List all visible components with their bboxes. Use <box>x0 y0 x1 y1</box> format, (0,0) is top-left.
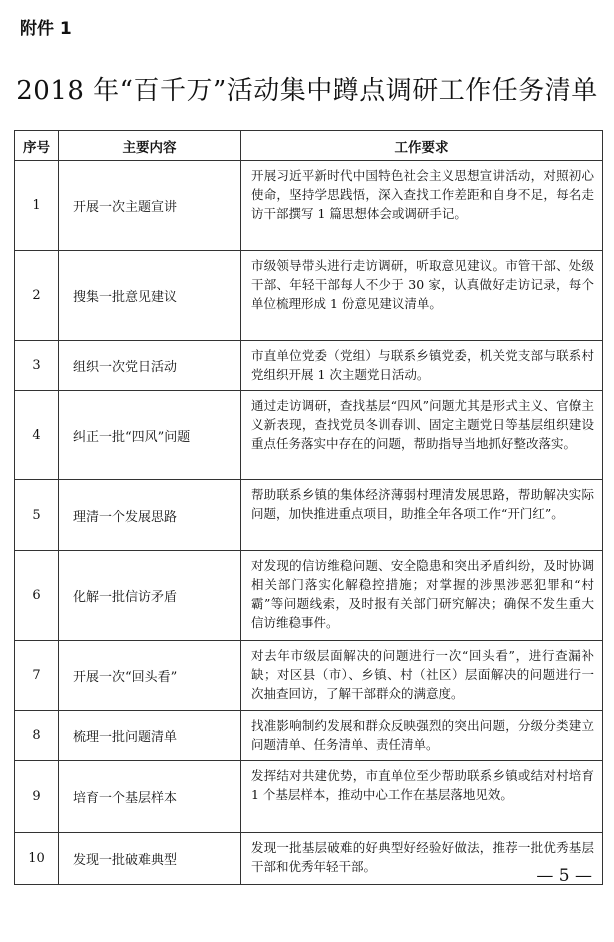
table-row <box>15 833 603 885</box>
column-header-content: 主要内容 <box>59 131 241 161</box>
column-header-number: 序号 <box>15 131 59 161</box>
row-requirement: 对去年市级层面解决的问题进行一次“回头看”，进行查漏补缺；对区县（市）、乡镇、村（社区）层面解决的问题进行一次抽查回访，了解干部群众的满意度。 <box>241 641 603 711</box>
row-content: 开展一次主题宣讲 <box>59 161 241 251</box>
page-number: — 5 — <box>536 866 592 886</box>
row-requirement: 找准影响制约发展和群众反映强烈的突出问题，分级分类建立问题清单、任务清单、责任清单。 <box>241 711 603 761</box>
row-number: 1 <box>15 161 59 251</box>
row-requirement: 发挥结对共建优势，市直单位至少帮助联系乡镇或结对村培育 1 个基层样本，推动中心工作在基层落地见效。 <box>241 761 603 833</box>
table-row <box>15 391 603 480</box>
row-requirement: 开展习近平新时代中国特色社会主义思想宣讲活动，对照初心使命，坚持学思践悟，深入查找工作差距和自身不足，每名走访干部撰写 1 篇思想体会或调研手记。 <box>241 161 603 251</box>
row-requirement: 市级领导带头进行走访调研，听取意见建议。市管干部、处级干部、年轻干部每人不少于 30 家，认真做好走访记录，每个单位梳理形成 1 份意见建议清单。 <box>241 251 603 341</box>
row-content: 理清一个发展思路 <box>59 480 241 551</box>
row-number: 5 <box>15 480 59 551</box>
row-requirement: 市直单位党委（党组）与联系乡镇党委，机关党支部与联系村党组织开展 1 次主题党日活动。 <box>241 341 603 391</box>
row-content: 搜集一批意见建议 <box>59 251 241 341</box>
row-content: 组织一次党日活动 <box>59 341 241 391</box>
row-requirement: 通过走访调研，查找基层“四风”问题尤其是形式主义、官僚主义新表现，查找党员冬训春训、固定主题党日等基层组织建设重点任务落实中存在的问题，帮助指导当地抓好整改落实。 <box>241 391 603 480</box>
table-row <box>15 641 603 711</box>
row-content: 纠正一批“四风”问题 <box>59 391 241 480</box>
row-content: 化解一批信访矛盾 <box>59 551 241 641</box>
row-content: 梳理一批问题清单 <box>59 711 241 761</box>
table-row <box>15 711 603 761</box>
row-number: 3 <box>15 341 59 391</box>
row-content: 发现一批破难典型 <box>59 833 241 885</box>
row-number: 9 <box>15 761 59 833</box>
table-row <box>15 251 603 341</box>
row-number: 8 <box>15 711 59 761</box>
task-table <box>14 130 603 885</box>
row-number: 10 <box>15 833 59 885</box>
row-number: 7 <box>15 641 59 711</box>
row-requirement: 对发现的信访维稳问题、安全隐患和突出矛盾纠纷，及时协调相关部门落实化解稳控措施；对掌握的涉黑涉恶犯罪和“村霸”等问题线索，及时报有关部门研究解决；确保不发生重大信访维稳事件。 <box>241 551 603 641</box>
row-content: 开展一次“回头看” <box>59 641 241 711</box>
row-number: 2 <box>15 251 59 341</box>
table-row <box>15 480 603 551</box>
table-row <box>15 341 603 391</box>
table-header-row <box>15 131 603 161</box>
column-header-requirement: 工作要求 <box>241 131 603 161</box>
row-requirement: 发现一批基层破难的好典型好经验好做法，推荐一批优秀基层干部和优秀年轻干部。 <box>241 833 603 885</box>
document-title: 2018 年“百千万”活动集中蹲点调研工作任务清单 <box>16 76 598 106</box>
attachment-label: 附件 1 <box>20 19 72 39</box>
table-row <box>15 161 603 251</box>
table-row <box>15 761 603 833</box>
table-row <box>15 551 603 641</box>
row-requirement: 帮助联系乡镇的集体经济薄弱村理清发展思路，帮助解决实际问题，加快推进重点项目，助推全年各项工作“开门红”。 <box>241 480 603 551</box>
row-content: 培育一个基层样本 <box>59 761 241 833</box>
row-number: 6 <box>15 551 59 641</box>
row-number: 4 <box>15 391 59 480</box>
